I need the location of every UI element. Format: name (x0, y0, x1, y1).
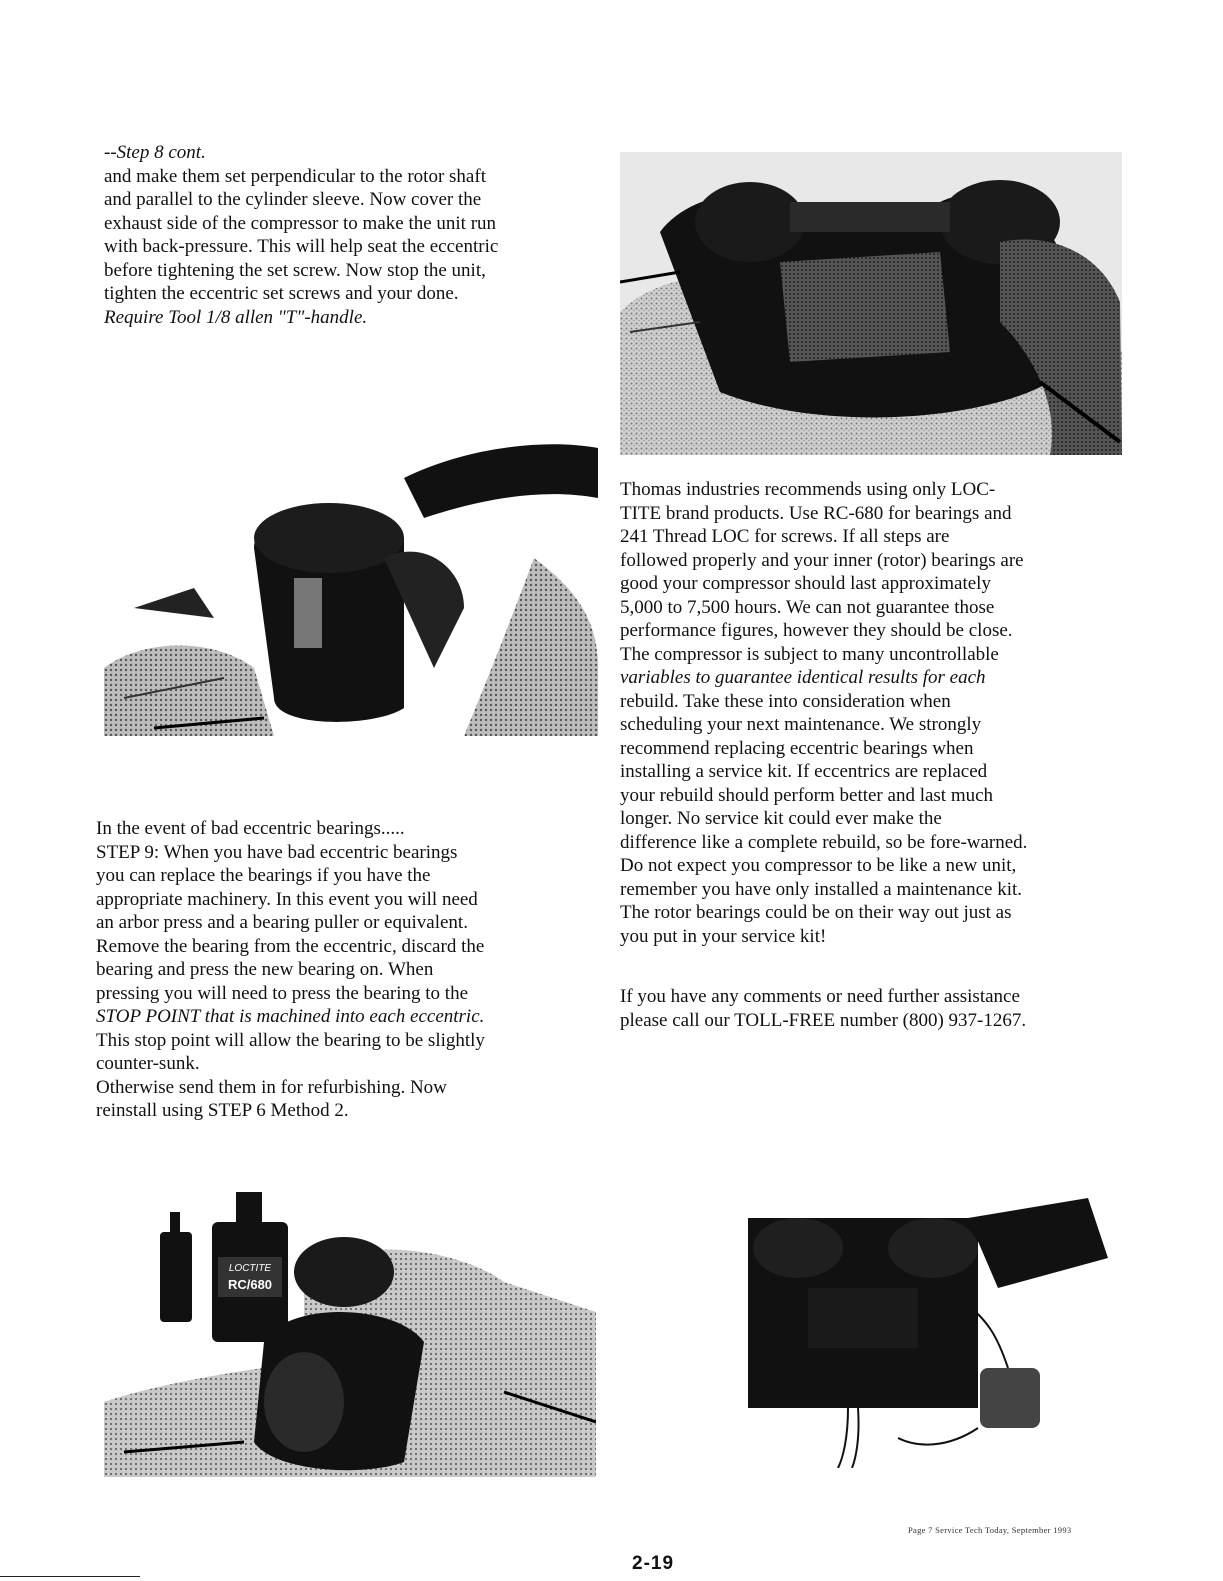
step9-line: you can replace the bearings if you have the (96, 865, 431, 886)
photo-compressor-capacitor (748, 1198, 1108, 1468)
recommendation-line: scheduling your next maintenance. We strongly (620, 714, 982, 735)
step8-line: and parallel to the cylinder sleeve. Now cover the (104, 189, 482, 210)
photo-loctite-parts (104, 1172, 596, 1477)
recommendation-line: 241 Thread LOC for screws. If all steps are (620, 526, 950, 547)
step9-first-line (96, 841, 485, 865)
scan-edge-line (0, 1576, 140, 1577)
step8-tool-note: Require Tool 1/8 allen "T"-handle. (104, 306, 368, 328)
step9-line: pressing you will need to press the bearing to the (96, 982, 469, 1004)
recommendation-line: installing a service kit. If eccentrics are replaced (620, 761, 988, 782)
contact-line: please call our TOLL-FREE number (800) 937-1267. (620, 1009, 1027, 1031)
contact-line: If you have any comments or need further assistance (620, 986, 1020, 1007)
step8-line: with back-pressure. This will help seat the eccentric (104, 236, 499, 257)
bottle-model-label: RC/680 (227, 1277, 273, 1292)
step8-line: before tightening the set screw. Now stop the unit, (104, 259, 486, 281)
step9-intro: In the event of bad eccentric bearings..... (96, 818, 405, 839)
recommendation-line: performance figures, however they should be close. (620, 620, 1013, 641)
step9-line: bearing and press the new bearing on. When (96, 959, 434, 980)
step9-stop-point: STOP POINT that is machined into each eccentric. (96, 1006, 485, 1027)
photo-compressor-handheld (104, 438, 598, 736)
step9-line: This stop point will allow the bearing to be slightly (96, 1029, 485, 1051)
step9-line: appropriate machinery. In this event you will need (96, 888, 478, 910)
recommendation-line: you put in your service kit! (620, 925, 827, 947)
recommendation-line: The rotor bearings could be on their way out just as (620, 902, 1012, 923)
step9-paragraph (96, 817, 485, 1123)
step9-line: an arbor press and a bearing puller or equivalent. (96, 912, 468, 933)
step8-heading: --Step 8 cont. (104, 142, 206, 163)
recommendation-line: The compressor is subject to many uncontrollable (620, 643, 999, 665)
contact-paragraph (620, 985, 1026, 1032)
recommendation-paragraph (620, 478, 1027, 948)
step9-label: STEP 9: (96, 841, 160, 863)
recommendation-line: Thomas industries recommends using only LOC- (620, 479, 996, 500)
recommendation-line: remember you have only installed a maintenance kit. (620, 878, 1023, 900)
recommendation-line: rebuild. Take these into consideration when (620, 690, 951, 712)
step9-line: Remove the bearing from the eccentric, discard the (96, 935, 485, 957)
step9-line: counter-sunk. (96, 1053, 200, 1074)
recommendation-line: 5,000 to 7,500 hours. We can not guarantee those (620, 596, 995, 618)
photo-compressor-hands (620, 152, 1122, 455)
bottle-brand-label: LOCTITE (228, 1263, 272, 1274)
page-number: 2-19 (632, 1553, 675, 1574)
recommendation-line: good your compressor should last approximately (620, 573, 991, 594)
source-footnote: Page 7 Service Tech Today, September 1993 (908, 1525, 1072, 1535)
recommendation-line-italic: variables to guarantee identical results for each (620, 667, 986, 688)
step9-line: Otherwise send them in for refurbishing. Now (96, 1076, 447, 1098)
recommendation-line: followed properly and your inner (rotor) bearings are (620, 549, 1024, 571)
step8-line: tighten the eccentric set screws and your done. (104, 283, 459, 304)
step9-line: reinstall using STEP 6 Method 2. (96, 1100, 349, 1121)
recommendation-line: TITE brand products. Use RC-680 for bearings and (620, 502, 1012, 524)
recommendation-line: your rebuild should perform better and last much (620, 784, 994, 806)
step8-paragraph (104, 141, 498, 329)
step8-line: and make them set perpendicular to the rotor shaft (104, 165, 486, 187)
step8-line: exhaust side of the compressor to make the unit run (104, 212, 497, 234)
recommendation-line: recommend replacing eccentric bearings when (620, 737, 974, 759)
step9-first-text: When you have bad eccentric bearings (159, 841, 458, 863)
recommendation-line: Do not expect you compressor to be like a new unit, (620, 855, 1017, 876)
recommendation-line: difference like a complete rebuild, so be fore-warned. (620, 831, 1028, 853)
recommendation-line: longer. No service kit could ever make the (620, 808, 942, 829)
